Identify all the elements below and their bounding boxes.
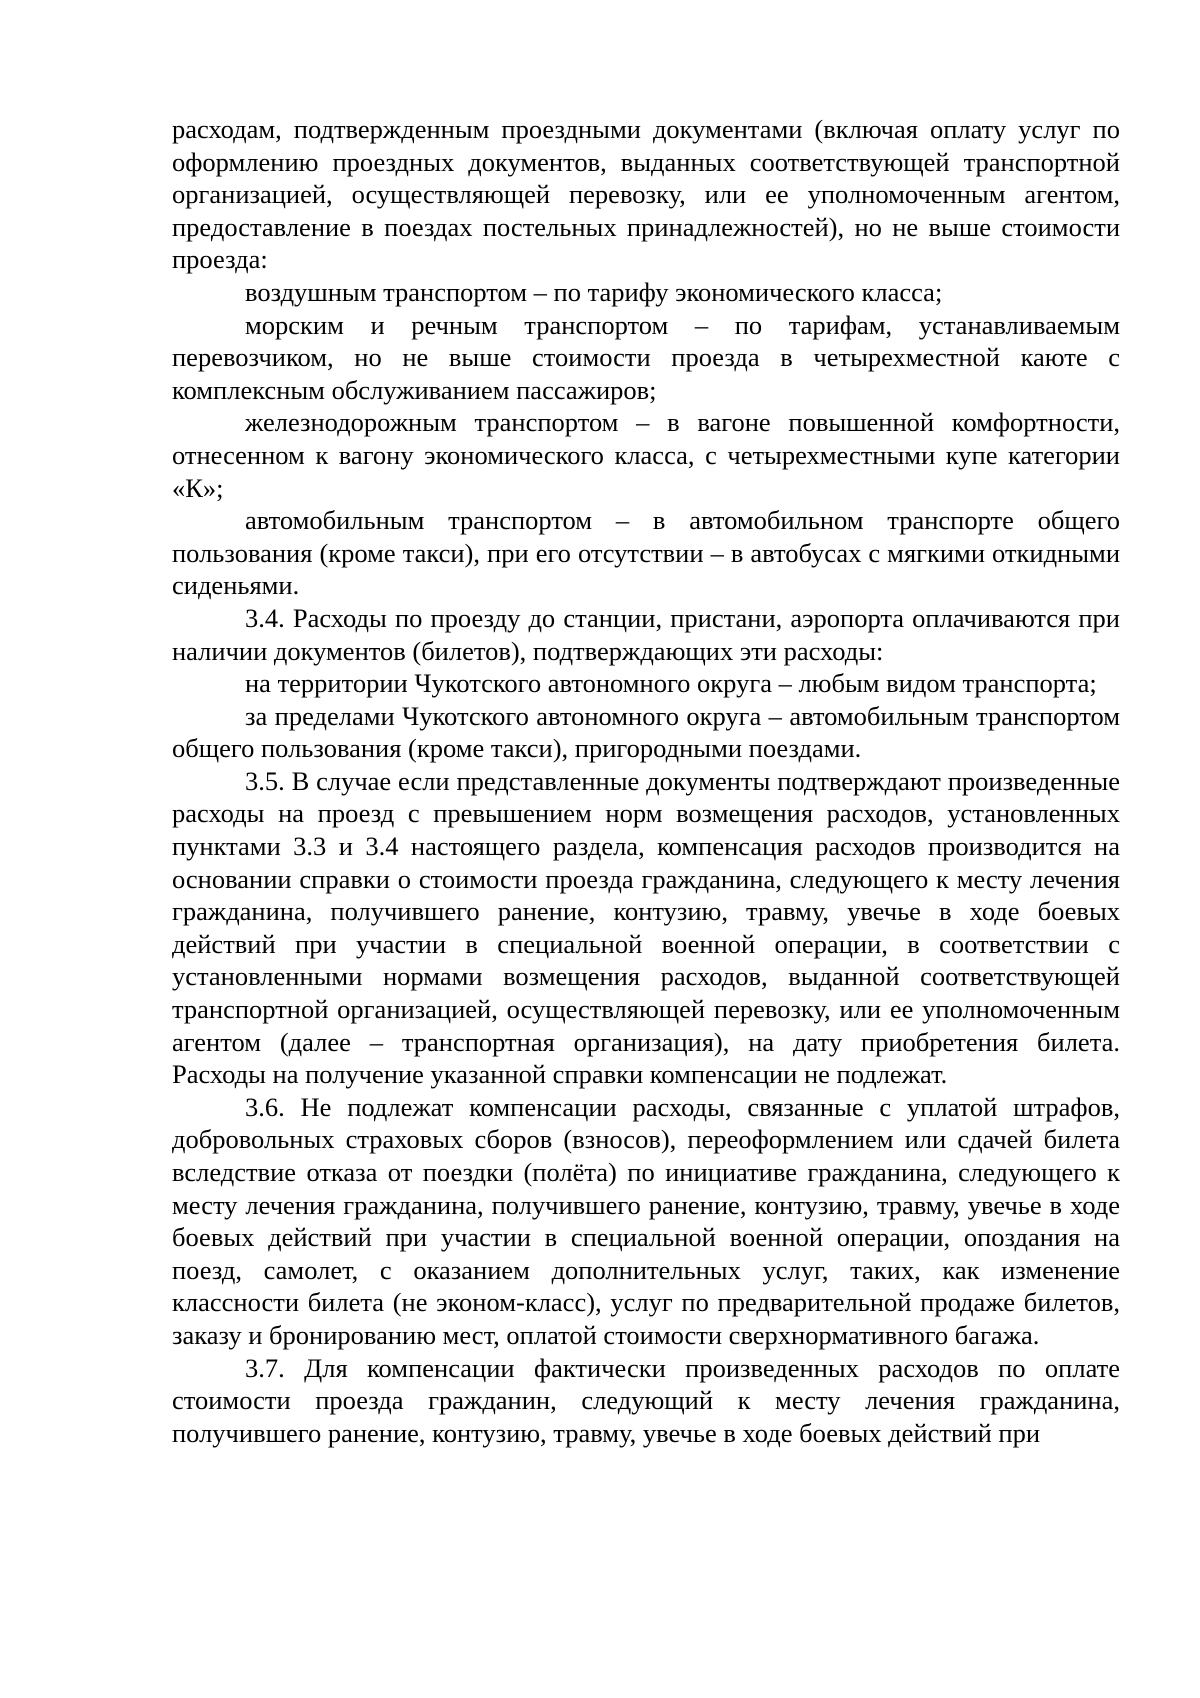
paragraph-road-transport: автомобильным транспортом – в автомобильном транспорте общего пользования (кроме такси), при его отсутствии – в автобусах с мягкими откидными сиденьями. — [172, 505, 1120, 601]
paragraph-air-transport: воздушным транспортом – по тарифу экономического класса; — [245, 276, 943, 307]
paragraph-within-okrug: на территории Чукотского автономного округа – любым видом транспорта; — [245, 668, 1097, 699]
paragraph-3-6: 3.6. Не подлежат компенсации расходы, связанные с уплатой штрафов, добровольных страховых сборов (взносов), переоформлением или сдачей билета вследствие отказа от поездки (полёта) по инициативе гражданина, следующего к месту лечения гражданина, получившего ранение, контузию, травму, увечье в ходе боевых действий при участии в специальной военной операции, опоздания на поезд, самолет, с оказанием дополнительных услуг, таких, как изменение классности билета (не эконом-класс), услуг по предварительной продаже билетов, заказу и бронированию мест, оплатой стоимости сверхнормативного багажа. — [172, 1091, 1120, 1350]
document-page — [172, 113, 1120, 1449]
paragraph-rail-transport: железнодорожным транспортом – в вагоне повышенной комфортности, отнесенном к вагону экономического класса, с четырехместными купе категории «К»; — [172, 407, 1120, 503]
paragraph-sea-river-transport: морским и речным транспортом – по тарифам, устанавливаемым перевозчиком, но не выше стоимости проезда в четырехместной каюте с комплексным обслуживанием пассажиров; — [172, 309, 1120, 405]
paragraph-outside-okrug: за пределами Чукотского автономного округа – автомобильным транспортом общего пользования (кроме такси), пригородными поездами. — [172, 700, 1120, 764]
paragraph-3-5: 3.5. В случае если представленные документы подтверждают произведенные расходы на проезд с превышением норм возмещения расходов, установленных пунктами 3.3 и 3.4 настоящего раздела, компенсация расходов производится на основании справки о стоимости проезда гражданина, следующего к месту лечения гражданина, получившего ранение, контузию, травму, увечье в ходе боевых действий при участии в специальной военной операции, в соответствии с установленными нормами возмещения расходов, выданной соответствующей транспортной организацией, осуществляющей перевозку, или ее уполномоченным агентом (далее – транспортная организация), на дату приобретения билета. Расходы на получение указанной справки компенсации не подлежат. — [172, 765, 1120, 1090]
paragraph-3-4: 3.4. Расходы по проезду до станции, пристани, аэропорта оплачиваются при наличии документов (билетов), подтверждающих эти расходы: — [172, 602, 1120, 666]
paragraph-3-7: 3.7. Для компенсации фактически произведенных расходов по оплате стоимости проезда гражданин, следующий к месту лечения гражданина, получившего ранение, контузию, травму, увечье в ходе боевых действий при — [172, 1352, 1120, 1448]
paragraph-continuation: расходам, подтвержденным проездными документами (включая оплату услуг по оформлению проездных документов, выданных соответствующей транспортной организацией, осуществляющей перевозку, или ее уполномоченным агентом, предоставление в поездах постельных принадлежностей), но не выше стоимости проезда: — [172, 114, 1120, 275]
